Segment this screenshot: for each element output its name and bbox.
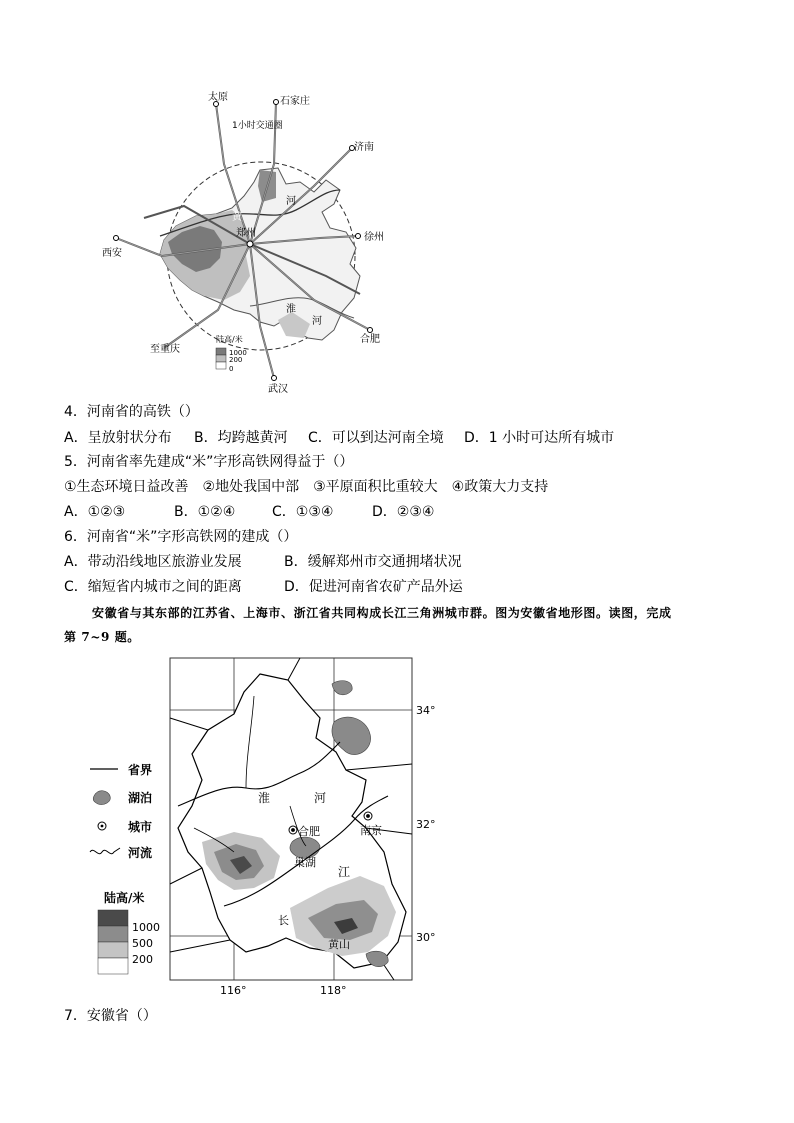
label-shijiazhuang: 石家庄 xyxy=(280,96,310,107)
intro-line-2: 第 7~9 题。 xyxy=(64,630,140,644)
q5-option-d[interactable]: D．②③④ xyxy=(372,504,435,520)
legend-500: 500 xyxy=(132,937,153,950)
label-lon-116: 116° xyxy=(220,984,247,997)
label-he: 河 xyxy=(314,791,327,805)
legend-border-label: 省界 xyxy=(128,763,153,777)
label-he1: 河 xyxy=(286,196,296,207)
q6-option-a[interactable]: A．带动沿线地区旅游业发展 xyxy=(64,554,242,570)
label-xian: 西安 xyxy=(102,248,122,259)
q5-items: ①生态环境日益改善 ②地处我国中部 ③平原面积比重较大 ④政策大力支持 xyxy=(64,479,549,495)
label-chaohu: 巢湖 xyxy=(294,856,316,869)
henan-rail-map xyxy=(64,86,396,398)
svg-text:陆高/米: 陆高/米 xyxy=(216,335,243,344)
label-lat-34: 34° xyxy=(416,704,436,717)
label-lat-30: 30° xyxy=(416,931,436,944)
label-one-hour-circle: 1小时交通圈 xyxy=(232,121,283,131)
label-lon-118: 118° xyxy=(320,984,347,997)
q4-option-a[interactable]: A．呈放射状分布 xyxy=(64,430,172,446)
q4-stem: 4．河南省的高铁（） xyxy=(64,404,199,420)
q6-stem: 6．河南省“米”字形高铁网的建成（） xyxy=(64,529,298,545)
intro-line-1: 安徽省与其东部的江苏省、上海市、浙江省共同构成长江三角洲城市群。图为安徽省地形图。读图，完成 xyxy=(92,606,672,620)
label-zhengzhou: 郑州 xyxy=(236,228,256,239)
legend-river-label: 河流 xyxy=(128,846,153,860)
label-hefei: 合肥 xyxy=(298,825,320,838)
label-lat-32: 32° xyxy=(416,818,436,831)
label-chongqing: 至重庆 xyxy=(150,344,180,355)
label-xuzhou: 徐州 xyxy=(364,232,384,243)
q4-option-d[interactable]: D．1 小时可达所有城市 xyxy=(464,430,615,446)
legend-elev-title: 陆高/米 xyxy=(104,891,145,905)
label-huai: 淮 xyxy=(258,791,271,805)
legend-lake-label: 湖泊 xyxy=(128,791,153,805)
q5-option-b[interactable]: B．①②④ xyxy=(174,504,236,520)
legend-200: 200 xyxy=(132,953,153,966)
label-taiyuan: 太原 xyxy=(208,92,228,103)
label-nanjing: 南京 xyxy=(360,824,382,837)
q6-option-c[interactable]: C．缩短省内城市之间的距离 xyxy=(64,579,242,595)
legend-1000: 1000 xyxy=(132,921,160,934)
svg-text:200: 200 xyxy=(229,356,243,364)
label-he2: 河 xyxy=(312,316,322,327)
label-hefei: 合肥 xyxy=(360,334,380,345)
svg-text:1000: 1000 xyxy=(229,349,247,357)
q5-stem: 5．河南省率先建成“米”字形高铁网得益于（） xyxy=(64,454,354,470)
label-huang: 黄 xyxy=(232,212,242,223)
q5-option-c[interactable]: C．①③④ xyxy=(272,504,334,520)
anhui-terrain-map xyxy=(84,656,454,1002)
q4-option-c[interactable]: C．可以到达河南全境 xyxy=(308,430,444,446)
label-wuhan: 武汉 xyxy=(268,384,288,395)
q6-option-b[interactable]: B．缓解郑州市交通拥堵状况 xyxy=(284,554,462,570)
label-jinan: 济南 xyxy=(354,142,374,153)
label-huangshan: 黄山 xyxy=(328,938,350,951)
q6-option-d[interactable]: D．促进河南省农矿产品外运 xyxy=(284,579,463,595)
label-huai: 淮 xyxy=(286,304,296,315)
legend-city-label: 城市 xyxy=(128,820,153,834)
label-chang: 长 xyxy=(278,914,289,927)
q5-option-a[interactable]: A．①②③ xyxy=(64,504,126,520)
label-jiang: 江 xyxy=(338,865,351,879)
q7-stem: 7．安徽省（） xyxy=(64,1008,157,1024)
q4-option-b[interactable]: B．均跨越黄河 xyxy=(194,430,288,446)
svg-text:0: 0 xyxy=(229,365,234,373)
